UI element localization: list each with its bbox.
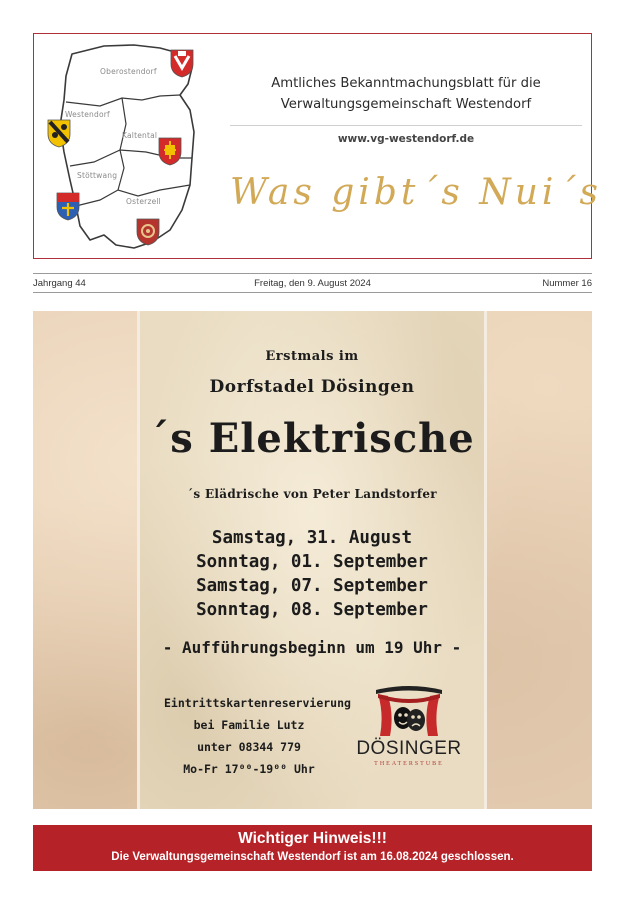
reservation-line: unter 08344 779 — [197, 740, 301, 754]
masthead-title-line2: Verwaltungsgemeinschaft Westendorf — [280, 97, 532, 112]
reservation-line: Eintrittskartenreservierung — [164, 696, 351, 710]
map-label-kaltental: Kaltental — [122, 131, 158, 140]
logo-name: DÖSINGER — [356, 738, 462, 759]
masthead-tagline: Was gibt´s Nui´s — [230, 172, 602, 213]
map-label-oberostendorf: Oberostendorf — [100, 67, 157, 76]
notice-title: Wichtiger Hinweis!!! — [238, 830, 387, 847]
poster-subtitle: ´s Elädrische von Peter Landstorfer — [187, 487, 437, 501]
masthead-text — [230, 34, 602, 260]
volume-label: Jahrgang 44 — [33, 278, 86, 289]
reservation-line: bei Familie Lutz — [193, 718, 305, 732]
crest-westendorf-icon — [46, 118, 72, 148]
poster-venue: Dorfstadel Dösingen — [209, 377, 415, 397]
crest-oberostendorf-icon — [169, 48, 195, 78]
poster-title: ´s Elektrische — [149, 415, 475, 462]
theater-masks-icon — [350, 684, 468, 740]
poster-parchment — [137, 311, 487, 809]
municipality-map — [42, 40, 217, 254]
masthead — [33, 33, 602, 259]
performance-date: Sonntag, 01. September — [196, 552, 428, 572]
issue-info-bar — [33, 273, 592, 293]
map-label-stoettwang: Stöttwang — [77, 171, 118, 180]
poster-intro: Erstmals im — [265, 349, 359, 364]
notice-body: Die Verwaltungsgemeinschaft Westendorf ist am 16.08.2024 geschlossen. — [111, 851, 514, 863]
theater-poster — [33, 311, 592, 809]
map-label-westendorf: Westendorf — [65, 110, 110, 119]
crest-kaltental-icon — [157, 136, 183, 166]
issue-number: Nummer 16 — [542, 278, 592, 289]
crest-osterzell-icon — [134, 216, 162, 246]
masthead-divider — [230, 125, 582, 126]
start-time: - Aufführungsbeginn um 19 Uhr - — [162, 638, 462, 657]
performance-date: Sonntag, 08. September — [196, 600, 428, 620]
logo-subtitle: THEATERSTUBE — [374, 761, 444, 767]
performance-date: Samstag, 31. August — [211, 528, 413, 548]
website-link[interactable]: www.vg-westendorf.de — [337, 133, 475, 145]
crest-stoettwang-icon — [55, 191, 81, 221]
reservation-line: Mo-Fr 17⁰⁰-19⁰⁰ Uhr — [183, 762, 315, 776]
issue-date: Freitag, den 9. August 2024 — [254, 278, 371, 289]
important-notice — [33, 825, 592, 871]
map-label-osterzell: Osterzell — [126, 197, 161, 206]
masthead-title-line1: Amtliches Bekanntmachungsblatt für die — [271, 76, 541, 91]
performance-dates — [140, 526, 484, 622]
reservation-info — [164, 692, 351, 780]
theater-logo — [350, 684, 468, 774]
performance-date: Samstag, 07. September — [196, 576, 428, 596]
